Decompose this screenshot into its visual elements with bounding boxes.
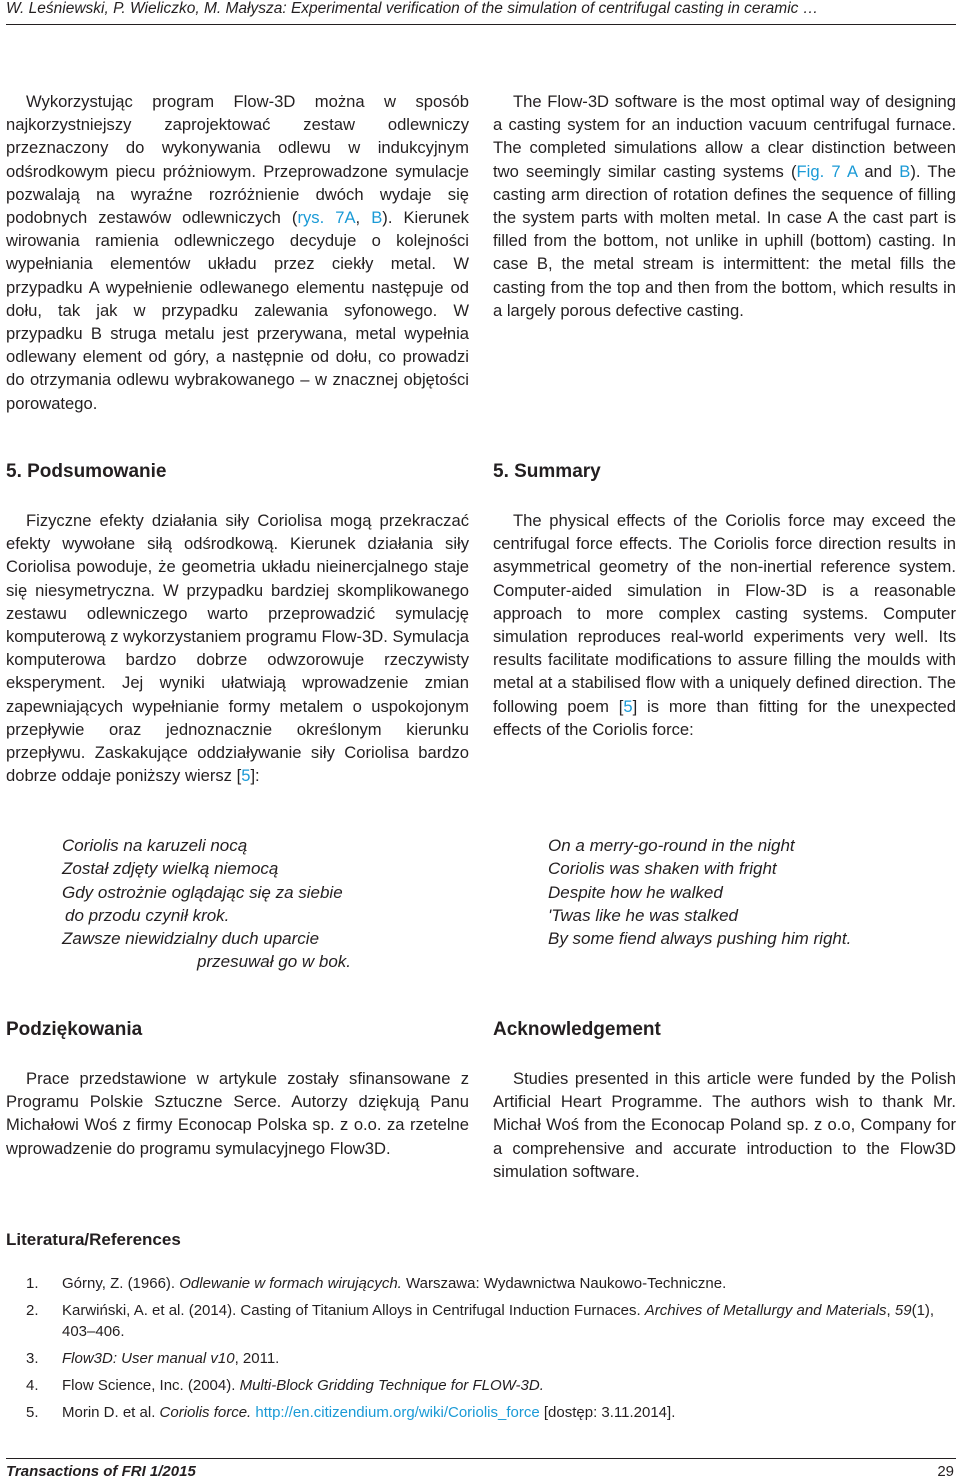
poem-line: przesuwał go w bok. — [197, 952, 352, 972]
text-run: Wykorzystując program Flow-3D można w sposób najkorzystniejszy zaprojektować zestaw odlewniczy przeznaczony do wykonywania odlewu w indukcyjnym odśrodkowym piecu próżniowym. Przeprowadzone symulacje pozwalają na wyraźne rozróżnienie dwóch wydaje się podobnych zestawów odlewniczych ( — [6, 92, 469, 228]
poem-line: Coriolis was shaken with fright — [548, 859, 777, 879]
summary-pl-paragraph — [6, 509, 469, 787]
text-run: The physical effects of the Coriolis force may exceed the centrifugal force effects. The Coriolis force direction results in asymmetrical geometry of the non-inertial reference system. Computer-aided simulation in Flow-3D is a reasonable approach to more complex casting systems. Computer simulation reproduces real-world experiments very well. Its results facilitate modifications to assure filling the moulds with metal at a stabilised flow with a uniquely defined direction. The following poem [ — [493, 511, 956, 716]
text-run: Flow Science, Inc. (2004). — [62, 1377, 240, 1394]
ack-en-paragraph: Studies presented in this article were funded by the Polish Artificial Heart Programme. The authors wish to thank Mr. Michał Woś from the Econocap Poland sp. z o.o, Company for a comprehensive and accurate introduction to the Flow3D simulation software. — [493, 1069, 956, 1181]
references-heading: Literatura/References — [6, 1230, 181, 1249]
figure-ref-link[interactable]: B — [899, 161, 911, 181]
figure-ref-link[interactable]: Fig. 7 A — [796, 161, 858, 181]
reference-number: 5. — [26, 1404, 39, 1421]
reference-item — [6, 1300, 956, 1342]
ack-en — [493, 1019, 956, 1183]
reference-item — [6, 1273, 956, 1294]
reference-volume: 59 — [894, 1302, 912, 1319]
poem-line: Został zdjęty wielką niemocą — [62, 859, 279, 879]
reference-item — [6, 1402, 956, 1423]
reference-item — [6, 1348, 956, 1369]
poem-line: On a merry-go-round in the night — [548, 836, 795, 855]
reference-url-link[interactable]: http://en.citizendium.org/wiki/Coriolis_force — [255, 1404, 540, 1421]
reference-title: Odlewanie w formach wirujących. — [179, 1275, 402, 1292]
reference-number: 1. — [26, 1275, 39, 1292]
poem-en — [548, 834, 851, 950]
summary-pl — [6, 461, 469, 787]
figure-ref-link[interactable]: rys. 7A — [297, 208, 356, 228]
running-header: W. Leśniewski, P. Wieliczko, M. Małysza: Experimental verification of the simulation of centrifugal casting in ceramic … — [6, 0, 819, 17]
text-run: ] is more than fitting for the unexpected effects of the Coriolis force: — [493, 696, 956, 739]
text-run: , 2011. — [234, 1350, 280, 1367]
text-run: ]: — [250, 766, 260, 786]
page-number: 29 — [937, 1463, 954, 1480]
references-list — [6, 1273, 956, 1429]
poem-line: Coriolis na karuzeli nocą — [62, 836, 248, 855]
footer-rule — [6, 1458, 956, 1459]
poem-line: do przodu czynił krok. — [65, 905, 230, 925]
reference-title: Flow3D: User manual v10 — [62, 1350, 235, 1367]
poem-line: 'Twas like he was stalked — [548, 905, 739, 925]
citation-link[interactable]: 5 — [241, 766, 251, 786]
summary-en — [493, 461, 956, 741]
citation-link[interactable]: 5 — [623, 696, 633, 716]
figure-ref-link[interactable]: B — [371, 208, 383, 228]
text-run: ). The casting arm direction of rotation defines the sequence of filling the system parts with molten metal. In case A the cast part is filled from the bottom, not unlike in uphill (bottom) casting. In case B, the metal stream is intermittent: the metal fills the casting from the top and then from the bottom, which results in a largely porous defective casting. — [493, 161, 956, 320]
text-run: , — [886, 1302, 895, 1319]
poem-line: Zawsze niewidzialny duch uparcie — [62, 929, 320, 949]
reference-title: Coriolis force. — [159, 1404, 252, 1421]
text-run: and — [857, 161, 900, 181]
ack-pl — [6, 1019, 469, 1160]
text-run: ). Kierunek wirowania ramienia odlewniczego decyduje o kolejności wypełniania elementów układu przez ciekły metal. W przypadku A wypełnienie odlewanego elementu następuje od dołu, tak jak w przypadku zalewania syfonowego. W przypadku B struga metalu jest przerywana, metal wypełnia odlewany element od góry, a następnie od dołu, co prowadzi do otrzymania odlewu wybrakowanego – w znacznej objętości porowatego. — [6, 208, 469, 413]
reference-number: 4. — [26, 1377, 39, 1394]
intro-pl-paragraph — [6, 90, 469, 415]
text-run: Karwiński, A. et al. (2014). Casting of Titanium Alloys in Centrifugal Induction Furnaces. — [62, 1302, 645, 1319]
reference-item — [6, 1375, 956, 1396]
intro-pl — [6, 90, 469, 415]
ack-pl-paragraph: Prace przedstawione w artykule zostały sfinansowane z Programu Polskie Sztuczne Serce. Autorzy dziękują Panu Michałowi Woś z firmy Econocap Polska sp. z o.o. za rzetelne wprowadzenie do programu symulacyjnego Flow3D. — [6, 1069, 469, 1158]
header-rule — [6, 24, 956, 25]
summary-en-paragraph — [493, 509, 956, 741]
text-run: Morin D. et al. — [62, 1404, 160, 1421]
intro-en — [493, 90, 956, 322]
section-heading: 5. Podsumowanie — [6, 461, 167, 482]
reference-journal: Archives of Metallurgy and Materials — [644, 1302, 887, 1319]
text-run: [dostęp: 3.11.2014]. — [539, 1404, 676, 1421]
text-run: Górny, Z. (1966). — [62, 1275, 180, 1292]
poem-pl — [62, 834, 351, 974]
text-run: , — [355, 208, 372, 228]
text-run: The Flow-3D software is the most optimal way of designing a casting system for an induction vacuum centrifugal furnace. The completed simulations allow a clear distinction between two seemingly similar casting systems ( — [493, 92, 956, 181]
reference-number: 2. — [26, 1302, 39, 1319]
reference-number: 3. — [26, 1350, 39, 1367]
text-run: (1), 403–406. — [62, 1302, 935, 1340]
poem-line: Gdy ostrożnie oglądając się za siebie — [62, 882, 343, 902]
journal-name: Transactions of FRI 1/2015 — [6, 1463, 196, 1480]
section-heading: Acknowledgement — [493, 1019, 661, 1040]
intro-en-paragraph — [493, 90, 956, 322]
text-run: Fizyczne efekty działania siły Coriolisa mogą przekraczać efekty wywołane siłą odśrodkową. Kierunek działania siły Coriolisa powoduje, że geometria układu nieinercjalnego staje się niesymetryczna. W przypadku bardziej skomplikowanego zestawu odlewniczego warto przeprowadzić symulację komputerową z wykorzystaniem programu Flow-3D. Symulacja komputerowa bardzo dobrze odwzorowuje rzeczywisty eksperyment. Jej wyniki ułatwiają wprowadzenie zmian zapewniających wypełnianie formy metalem o uspokojonym przepływie oraz jednoznacznie określonym kierunku przepływu. Zaskakujące oddziaływanie siły Coriolisa bardzo dobrze oddaje poniższy wiersz [ — [6, 511, 469, 786]
section-heading: Podziękowania — [6, 1019, 143, 1040]
text-run: Warszawa: Wydawnictwa Naukowo-Techniczne. — [401, 1275, 727, 1292]
poem-line: By some fiend always pushing him right. — [548, 929, 852, 949]
section-heading: 5. Summary — [493, 461, 601, 482]
reference-title: Multi-Block Gridding Technique for FLOW-3D. — [239, 1377, 544, 1394]
poem-line: Despite how he walked — [548, 882, 723, 902]
